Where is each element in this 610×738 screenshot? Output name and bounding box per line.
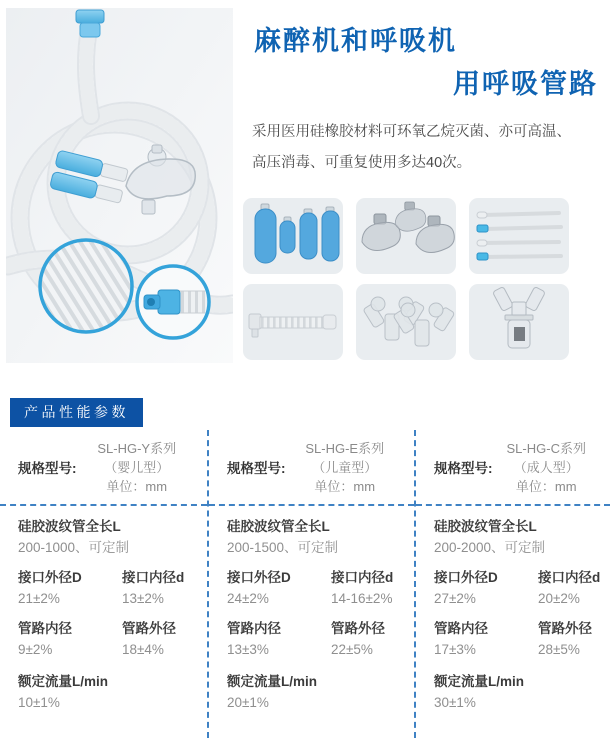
full-length-label: 硅胶波纹管全长L xyxy=(18,519,121,534)
inner-diameter-value: 13±2% xyxy=(122,591,164,606)
breathing-bags-icon xyxy=(243,198,343,274)
pipe-inner-value: 9±2% xyxy=(18,642,53,657)
page-title-line1: 麻醉机和呼吸机 xyxy=(254,26,457,56)
water-trap-connector-image xyxy=(469,284,569,360)
spec-column-infant xyxy=(0,430,207,738)
inner-diameter-label: 接口内径d xyxy=(538,570,601,585)
series-info xyxy=(77,439,198,496)
series-unit: 单位：mm xyxy=(515,478,577,494)
magnifier-circle-large xyxy=(40,240,132,332)
description-line2: 高压消毒、可重复使用多达40次。 xyxy=(252,155,472,171)
spec-values xyxy=(209,506,414,713)
water-trap-connector-icon xyxy=(469,284,569,360)
full-length-label: 硅胶波纹管全长L xyxy=(434,519,537,534)
outer-diameter-value: 27±2% xyxy=(434,591,476,606)
flow-label: 额定流量L/min xyxy=(18,674,108,689)
spec-model-label: 规格型号: xyxy=(18,461,77,476)
flow-row xyxy=(18,672,199,713)
series-type: （婴儿型） xyxy=(104,459,170,475)
pipe-outer-label: 管路外径 xyxy=(538,621,592,636)
spec-column-adult xyxy=(414,430,610,738)
extension-tube-icon xyxy=(243,284,343,360)
pipe-outer-value: 22±5% xyxy=(331,642,373,657)
spec-values xyxy=(0,506,207,713)
spec-model-row xyxy=(0,430,207,506)
pipe-outer-value: 18±4% xyxy=(122,642,164,657)
full-length-label: 硅胶波纹管全长L xyxy=(227,519,330,534)
page-title-line2: 用呼吸管路 xyxy=(453,69,598,99)
section-header: 产品性能参数 xyxy=(10,398,143,427)
flow-value: 20±1% xyxy=(227,695,269,710)
flow-label: 额定流量L/min xyxy=(434,674,524,689)
product-gallery xyxy=(243,198,569,360)
pipe-inner-label: 管路内径 xyxy=(227,621,281,636)
extension-tube-image xyxy=(243,284,343,360)
outer-diameter-label: 接口外径D xyxy=(18,570,82,585)
flow-row xyxy=(227,672,406,713)
series-info xyxy=(493,439,601,496)
description-line1: 采用医用硅橡胶材料可环氧乙烷灭菌、亦可高温、 xyxy=(252,124,571,140)
series-type: （成人型） xyxy=(513,459,579,475)
inner-diameter-label: 接口内径d xyxy=(331,570,394,585)
flow-row xyxy=(434,672,602,713)
spec-model-label: 规格型号: xyxy=(434,461,493,476)
diameter-row xyxy=(18,568,199,609)
inner-diameter-value: 14-16±2% xyxy=(331,591,393,606)
pipe-outer-value: 28±5% xyxy=(538,642,580,657)
spec-model-row xyxy=(416,430,610,506)
pipe-inner-label: 管路内径 xyxy=(18,621,72,636)
full-length-value: 200-2000、可定制 xyxy=(434,540,546,555)
spec-values xyxy=(416,506,610,713)
spec-column-child xyxy=(207,430,414,738)
pipe-row xyxy=(434,619,602,660)
suction-catheters-image xyxy=(469,198,569,274)
anesthesia-masks-image xyxy=(356,198,456,274)
series-unit: 单位：mm xyxy=(314,478,376,494)
spec-model-label: 规格型号: xyxy=(227,461,286,476)
breathing-circuit-photo xyxy=(6,8,233,363)
outer-diameter-value: 21±2% xyxy=(18,591,60,606)
anesthesia-masks-icon xyxy=(356,198,456,274)
series-type: （儿童型） xyxy=(312,459,378,475)
page-title xyxy=(250,20,600,106)
outer-diameter-label: 接口外径D xyxy=(227,570,291,585)
diameter-row xyxy=(434,568,602,609)
pipe-inner-value: 13±3% xyxy=(227,642,269,657)
full-length-value: 200-1500、可定制 xyxy=(227,540,339,555)
flow-label: 额定流量L/min xyxy=(227,674,317,689)
series-name: SL-HG-Y系列 xyxy=(97,440,177,456)
pipe-row xyxy=(18,619,199,660)
series-name: SL-HG-C系列 xyxy=(506,440,586,456)
outer-diameter-value: 24±2% xyxy=(227,591,269,606)
inner-diameter-label: 接口内径d xyxy=(122,570,185,585)
spec-table xyxy=(0,430,610,738)
pipe-outer-label: 管路外径 xyxy=(331,621,385,636)
pipe-row xyxy=(227,619,406,660)
y-connectors-image xyxy=(356,284,456,360)
full-length-value: 200-1000、可定制 xyxy=(18,540,130,555)
diameter-row xyxy=(227,568,406,609)
spec-model-row xyxy=(209,430,414,506)
pipe-outer-label: 管路外径 xyxy=(122,621,176,636)
breathing-bags-image xyxy=(243,198,343,274)
tube-end-connector-top xyxy=(76,10,104,37)
series-unit: 单位：mm xyxy=(106,478,168,494)
suction-catheters-icon xyxy=(469,198,569,274)
series-name: SL-HG-E系列 xyxy=(305,440,385,456)
flow-value: 30±1% xyxy=(434,695,476,710)
pipe-inner-value: 17±3% xyxy=(434,642,476,657)
outer-diameter-label: 接口外径D xyxy=(434,570,498,585)
flow-value: 10±1% xyxy=(18,695,60,710)
series-info xyxy=(286,439,405,496)
product-description xyxy=(252,117,604,179)
pipe-inner-label: 管路内径 xyxy=(434,621,488,636)
inner-diameter-value: 20±2% xyxy=(538,591,580,606)
y-connectors-icon xyxy=(356,284,456,360)
